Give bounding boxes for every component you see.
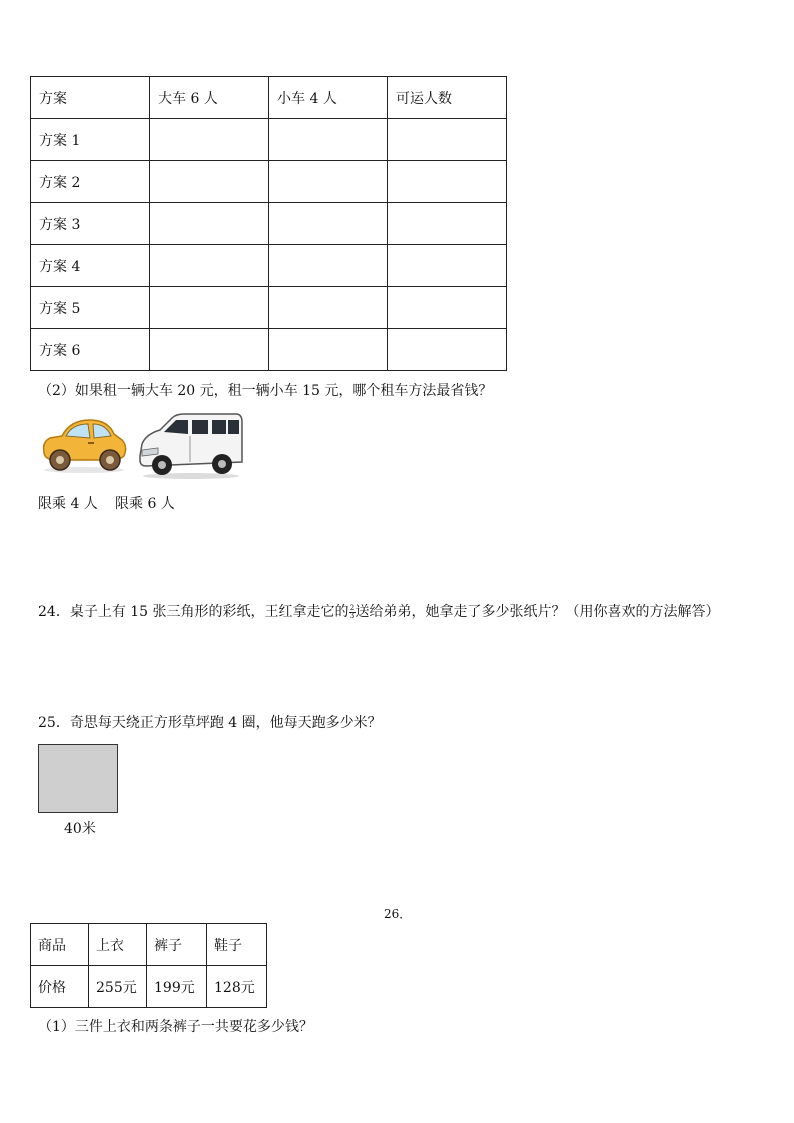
table-cell[interactable] <box>269 203 388 245</box>
table-row <box>31 119 507 161</box>
table-cell[interactable] <box>269 161 388 203</box>
question-24 <box>38 601 720 621</box>
table-header-row <box>31 77 507 119</box>
table-row <box>31 245 507 287</box>
table-cell: 价格 <box>31 966 89 1008</box>
small-car-icon <box>38 412 130 474</box>
table-cell[interactable] <box>269 245 388 287</box>
table-header-cell: 鞋子 <box>207 924 267 966</box>
table-cell: 方案 3 <box>31 203 150 245</box>
van-icon <box>136 410 244 480</box>
table-header-cell: 小车 4 人 <box>269 77 388 119</box>
table-cell[interactable] <box>388 119 507 161</box>
table-cell[interactable] <box>269 329 388 371</box>
question-25: 25．奇思每天绕正方形草坪跑 4 圈，他每天跑多少米？ <box>38 715 382 731</box>
question-23-part-2: （2）如果租一辆大车 20 元，租一辆小车 15 元，哪个租车方法最省钱？ <box>38 383 493 399</box>
table-row <box>31 329 507 371</box>
fraction-numerator: 2 <box>349 603 355 612</box>
table-cell[interactable] <box>150 329 269 371</box>
table-header-cell: 裤子 <box>147 924 207 966</box>
table-row <box>31 966 267 1008</box>
table-cell: 255元 <box>89 966 147 1008</box>
table-header-cell: 商品 <box>31 924 89 966</box>
table-cell[interactable] <box>150 203 269 245</box>
square-lawn-figure <box>38 744 118 813</box>
table-header-cell: 可运人数 <box>388 77 507 119</box>
table-cell[interactable] <box>150 161 269 203</box>
table-row <box>31 287 507 329</box>
table-row <box>31 161 507 203</box>
table-cell: 方案 1 <box>31 119 150 161</box>
table-cell[interactable] <box>150 119 269 161</box>
fraction-two-thirds <box>349 605 356 620</box>
table-header-cell: 方案 <box>31 77 150 119</box>
table-cell[interactable] <box>388 245 507 287</box>
price-table <box>30 923 267 1008</box>
table-cell[interactable] <box>269 287 388 329</box>
table-header-cell: 大车 6 人 <box>150 77 269 119</box>
table-row <box>31 203 507 245</box>
question-26-number: 26． <box>384 907 412 921</box>
lawn-side-label: 40米 <box>64 821 96 837</box>
van-capacity-label: 限乘 6 人 <box>115 496 175 512</box>
table-cell: 199元 <box>147 966 207 1008</box>
table-cell: 128元 <box>207 966 267 1008</box>
table-cell[interactable] <box>388 203 507 245</box>
table-cell: 方案 5 <box>31 287 150 329</box>
table-cell: 方案 4 <box>31 245 150 287</box>
table-row <box>31 924 267 966</box>
table-cell[interactable] <box>269 119 388 161</box>
fraction-denominator: 3 <box>349 611 355 620</box>
table-cell[interactable] <box>388 161 507 203</box>
table-cell[interactable] <box>150 245 269 287</box>
question-24-text-after: 送给弟弟，她拿走了多少张纸片？（用你喜欢的方法解答） <box>355 604 720 620</box>
plan-table <box>30 76 507 371</box>
table-cell[interactable] <box>150 287 269 329</box>
table-cell: 方案 2 <box>31 161 150 203</box>
question-24-text-before: 24．桌子上有 15 张三角形的彩纸，王红拿走它的 <box>38 604 349 620</box>
table-cell[interactable] <box>388 329 507 371</box>
question-26-part-1: （1）三件上衣和两条裤子一共要花多少钱？ <box>38 1019 313 1035</box>
table-cell[interactable] <box>388 287 507 329</box>
small-car-capacity-label: 限乘 4 人 <box>38 496 98 512</box>
table-header-cell: 上衣 <box>89 924 147 966</box>
table-cell: 方案 6 <box>31 329 150 371</box>
